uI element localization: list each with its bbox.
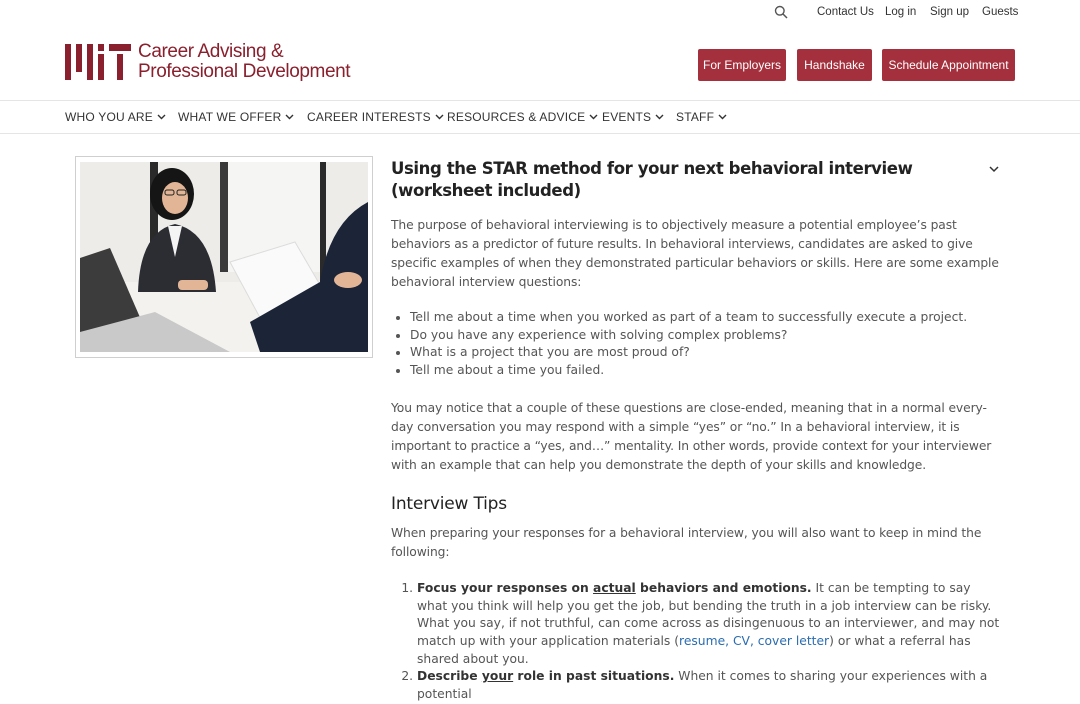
- interview-tips-heading: Interview Tips: [391, 493, 507, 514]
- log-in-link[interactable]: Log in: [885, 6, 917, 18]
- list-item: • Do you have any experience with solving complex problems?: [410, 327, 1001, 345]
- nav-label: STAFF: [676, 110, 715, 124]
- chevron-down-icon: [435, 114, 444, 120]
- utility-bar: [0, 0, 1080, 26]
- chevron-down-icon[interactable]: [989, 166, 999, 173]
- chevron-down-icon: [655, 114, 664, 120]
- list-item: • What is a project that you are most proud of?: [410, 344, 1001, 362]
- chevron-down-icon: [285, 114, 294, 120]
- nav-staff[interactable]: [676, 110, 727, 124]
- chevron-down-icon: [718, 114, 727, 120]
- nav-who-you-are[interactable]: [65, 110, 166, 124]
- tip-heading: Focus your responses on actual behaviors and emotions.: [417, 580, 812, 595]
- main-navigation: [0, 100, 1080, 134]
- nav-label: WHO YOU ARE: [65, 110, 153, 124]
- chevron-down-icon: [589, 114, 598, 120]
- interview-photo: [80, 162, 368, 352]
- nav-label: WHAT WE OFFER: [178, 110, 282, 124]
- schedule-appointment-button[interactable]: Schedule Appointment: [882, 49, 1015, 81]
- chevron-down-icon: [157, 114, 166, 120]
- example-questions-list: [391, 309, 1001, 380]
- tip-text: ) or what a referral has shared about you.: [417, 633, 971, 666]
- nav-events[interactable]: [602, 110, 664, 124]
- nav-what-we-offer[interactable]: [178, 110, 294, 124]
- nav-career-interests[interactable]: [307, 110, 444, 124]
- yes-and-paragraph: You may notice that a couple of these questions are close-ended, meaning that in a normal every-day conversation you may respond with a simple “yes” or “no.” In a behavioral interview, it is important to practice a “yes, and…” mentality. In other words, provide context for your interviewer with an example that can help you demonstrate the depth of your skills and knowledge.: [391, 400, 992, 472]
- list-item: • Tell me about a time you failed.: [410, 362, 1001, 380]
- list-item: [417, 580, 1001, 669]
- for-employers-button[interactable]: For Employers: [698, 49, 786, 81]
- search-icon[interactable]: [774, 5, 788, 19]
- tip-heading: Describe your role in past situations.: [417, 669, 675, 684]
- intro-paragraph: The purpose of behavioral interviewing is to objectively measure a potential employee’s past behaviors as a predictor of future results. In behavioral interviews, candidates are asked to give specific examples of when they demonstrated particular behaviors or skills. Here are some example behavioral interview questions:: [391, 218, 999, 289]
- logo-line-1: Career Advising &: [138, 41, 284, 62]
- list-item: [417, 668, 1001, 703]
- resume-cv-cover-letter-link[interactable]: resume, CV, cover letter: [679, 633, 830, 648]
- article: [391, 158, 1001, 704]
- article-title: Using the STAR method for your next behavioral interview (worksheet included): [391, 159, 913, 200]
- tips-list: [391, 580, 1001, 704]
- guests-link[interactable]: Guests: [982, 6, 1019, 18]
- handshake-button[interactable]: Handshake: [797, 49, 872, 81]
- logo-text: [138, 42, 350, 82]
- list-item: • Tell me about a time when you worked as part of a team to successfully execute a project.: [410, 309, 1001, 327]
- sign-up-link[interactable]: Sign up: [930, 6, 970, 18]
- mit-logo-icon: [65, 44, 131, 80]
- nav-resources-advice[interactable]: [447, 110, 598, 124]
- site-logo[interactable]: [65, 42, 350, 82]
- article-image-frame: [75, 156, 373, 358]
- nav-label: EVENTS: [602, 110, 652, 124]
- nav-label: CAREER INTERESTS: [307, 110, 431, 124]
- tip-text: When it comes to sharing your experiences with a potential: [417, 669, 988, 702]
- logo-line-2: Professional Development: [138, 61, 351, 82]
- contact-us-link[interactable]: Contact Us: [817, 6, 874, 18]
- tip-text: It can be tempting to say what you think will help you get the job, but bending the truth in a job interview can be risky. What you say, if not truthful, can come across as disingenuous to an interviewer, and may not match up with your application materials (: [417, 580, 1000, 648]
- tips-intro-paragraph: When preparing your responses for a behavioral interview, you will also want to keep in mind the following:: [391, 525, 982, 559]
- nav-label: RESOURCES & ADVICE: [447, 110, 586, 124]
